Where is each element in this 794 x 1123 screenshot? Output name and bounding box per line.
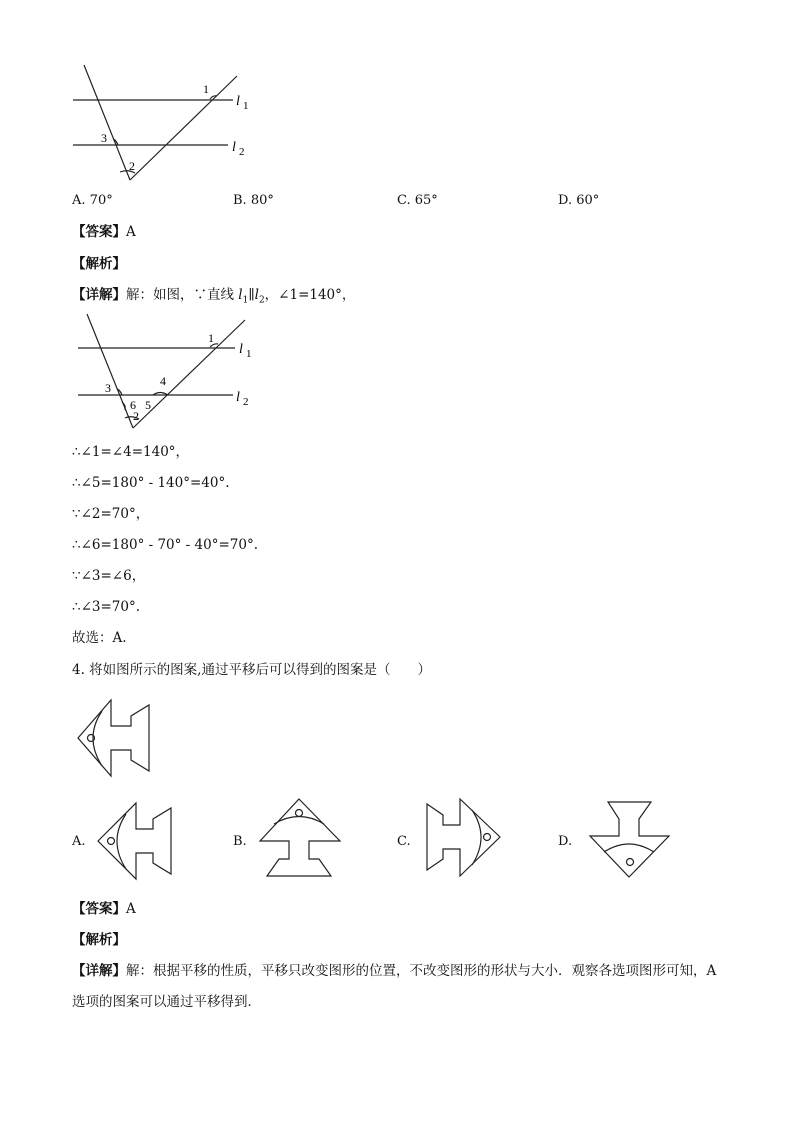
q4-option-b-label: B.: [233, 834, 247, 849]
svg-text:1: 1: [243, 100, 249, 112]
fish-option-c[interactable]: [425, 797, 503, 879]
svg-text:2: 2: [243, 396, 249, 408]
fish-option-d[interactable]: [588, 800, 672, 880]
angle-3-label: 3: [105, 381, 111, 395]
angle-1-label: 1: [208, 331, 214, 345]
option-b[interactable]: B. 80°: [233, 193, 274, 208]
step-4: ∴∠6=180° - 70° - 40°=70°.: [72, 537, 258, 553]
step-1: ∴∠1=∠4=140°，: [72, 444, 190, 460]
step-7: 故选：A.: [72, 630, 127, 646]
q3-answer: 【答案】A: [72, 224, 136, 240]
line-l1-label: l: [239, 342, 243, 357]
angle-6-label: 6: [130, 398, 136, 412]
q4-option-a-label: A.: [72, 834, 86, 849]
svg-text:1: 1: [246, 348, 252, 360]
q4-detail-line1: 【详解】解：根据平移的性质，平移只改变图形的位置，不改变图形的形状与大小．观察各选项图形可知，A: [72, 963, 717, 979]
q4-option-c-label: C.: [397, 834, 411, 849]
q4-option-d-label: D.: [558, 834, 573, 849]
line-l2-label: l: [236, 390, 240, 405]
line-l2-label: l: [232, 140, 236, 155]
option-d[interactable]: D. 60°: [558, 193, 600, 208]
angle-4-label: 4: [160, 374, 166, 388]
angle-figure-2: [65, 310, 265, 435]
q3-analysis-tag: 【解析】: [72, 256, 126, 272]
step-5: ∵∠3=∠6，: [72, 568, 146, 584]
q4-question: 4. 将如图所示的图案,通过平移后可以得到的图案是（ ）: [72, 662, 431, 678]
option-c[interactable]: C. 65°: [397, 193, 438, 208]
angle-1-label: 1: [203, 82, 209, 96]
svg-text:2: 2: [239, 146, 245, 158]
q4-detail-line2: 选项的图案可以通过平移得到．: [72, 994, 261, 1010]
q3-detail: 【详解】解：如图，∵直线 $l_1\parallel l_2$，∠1=140°，: [72, 287, 356, 306]
option-a[interactable]: A. 70°: [72, 193, 113, 208]
fish-option-a[interactable]: [96, 801, 174, 881]
angle-5-label: 5: [145, 398, 151, 412]
q4-answer: 【答案】A: [72, 901, 136, 917]
angle-2-label: 2: [133, 409, 139, 423]
step-6: ∴∠3=70°.: [72, 599, 141, 615]
step-3: ∵∠2=70°，: [72, 506, 150, 522]
fish-option-b[interactable]: [258, 797, 344, 879]
angle-2-label: 2: [129, 159, 135, 173]
angle-3-label: 3: [101, 131, 107, 145]
step-2: ∴∠5=180° - 140°=40°.: [72, 475, 230, 491]
angle-figure-1: [60, 60, 260, 185]
fish-original: [76, 698, 154, 778]
line-l1-label: l: [236, 94, 240, 109]
q4-analysis-tag: 【解析】: [72, 932, 126, 948]
